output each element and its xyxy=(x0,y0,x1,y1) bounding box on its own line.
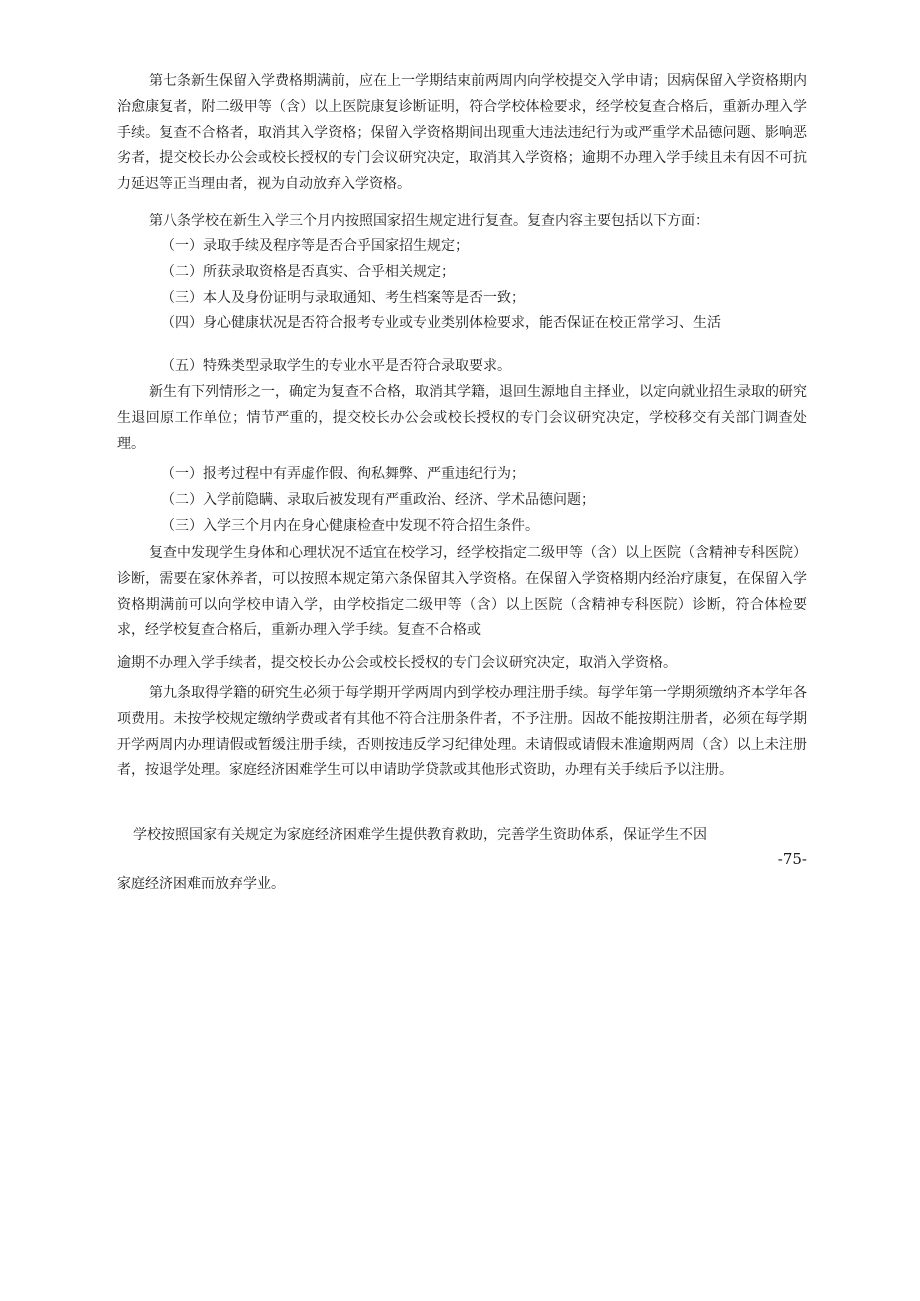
review-fail-item-2: （二）入学前隐瞒、录取后被发现有严重政治、经济、学术品德问题； xyxy=(161,492,595,508)
article-7-paragraph: 第七条新生保留入学费格期满前，应在上一学期结束前两周内向学校提交入学申请；因病保留入学资格期内治愈康复者，附二级甲等（含）以上医院康复诊断证明，符合学校体检要求，经学校复查合格后，重新办理入学手续。复查不合格者，取消其入学资格；保留入学资格期间出现重大违法违纪行为或严重学术品德问题、影响恶劣者，提交校长办公会或校长授权的专门会议研究决定，取消其入学资格；逾期不办理入学手续且未有因不可抗力延迟等正当理由者，视为自动放弃入学资格。 xyxy=(117,73,807,193)
health-review-paragraph: 复查中发现学生身体和心理状况不适宜在校学习，经学校指定二级甲等（含）以上医院（含精神专科医院）诊断，需要在家休养者，可以按照本规定第六条保留其入学资格。在保留入学资格期内经治疗康复，在保留入学资格期满前可以向学校申请入学，由学校指定二级甲等（含）以上医院（含精神专科医院）诊断，符合体检要求，经学校复查合格后，重新办理入学手续。复查不合格或 xyxy=(117,545,807,639)
article-9-paragraph: 第九条取得学籍的研究生必须于每学期开学两周内到学校办理注册手续。每学年第一学期须缴纳齐本学年各项费用。未按学校规定缴纳学费或者有其他不符合注册条件者，不予注册。因故不能按期注册者，必须在每学期开学两周内办理请假或暂缓注册手续，否则按违反学习纪律处理。未请假或请假未准逾期两周（含）以上未注册者，按退学处理。家庭经济困难学生可以申请助学贷款或其他形式资助，办理有关手续后予以注册。 xyxy=(117,685,807,779)
financial-aid-line: 学校按照国家有关规定为家庭经济困难学生提供教育救助，完善学生资助体系，保证学生不因 xyxy=(133,827,707,843)
review-fail-item-1: （一）报考过程中有弄虚作假、徇私舞弊、严重违纪行为； xyxy=(161,466,525,482)
page-number: -75- xyxy=(777,850,807,868)
financial-aid-line-end: 家庭经济困难而放弃学业。 xyxy=(117,876,285,892)
article-8-item-4: （四）身心健康状况是否符合报考专业或专业类别体检要求，能否保证在校正常学习、生活 xyxy=(161,315,721,331)
article-8-intro: 第八条学校在新生入学三个月内按照国家招生规定进行复查。复查内容主要包括以下方面： xyxy=(149,213,709,229)
health-review-continuation: 逾期不办理入学手续者，提交校长办公会或校长授权的专门会议研究决定，取消入学资格。 xyxy=(117,655,677,671)
review-fail-item-3: （三）入学三个月内在身心健康检查中发现不符合招生条件。 xyxy=(161,518,539,534)
review-fail-paragraph: 新生有下列情形之一，确定为复查不合格，取消其学籍，退回生源地自主择业，以定向就业招生录取的研究生退回原工作单位；情节严重的，提交校长办公会或校长授权的专门会议研究决定，学校移交有关部门调查处理。 xyxy=(117,384,807,452)
article-8-item-1: （一）录取手续及程序等是否合乎国家招生规定； xyxy=(161,238,469,254)
article-8-item-2: （二）所获录取资格是否真实、合乎相关规定； xyxy=(161,264,455,280)
article-8-item-5: （五）特殊类型录取学生的专业水平是否符合录取要求。 xyxy=(161,358,511,374)
article-8-item-3: （三）本人及身份证明与录取通知、考生档案等是否一致； xyxy=(161,290,525,306)
